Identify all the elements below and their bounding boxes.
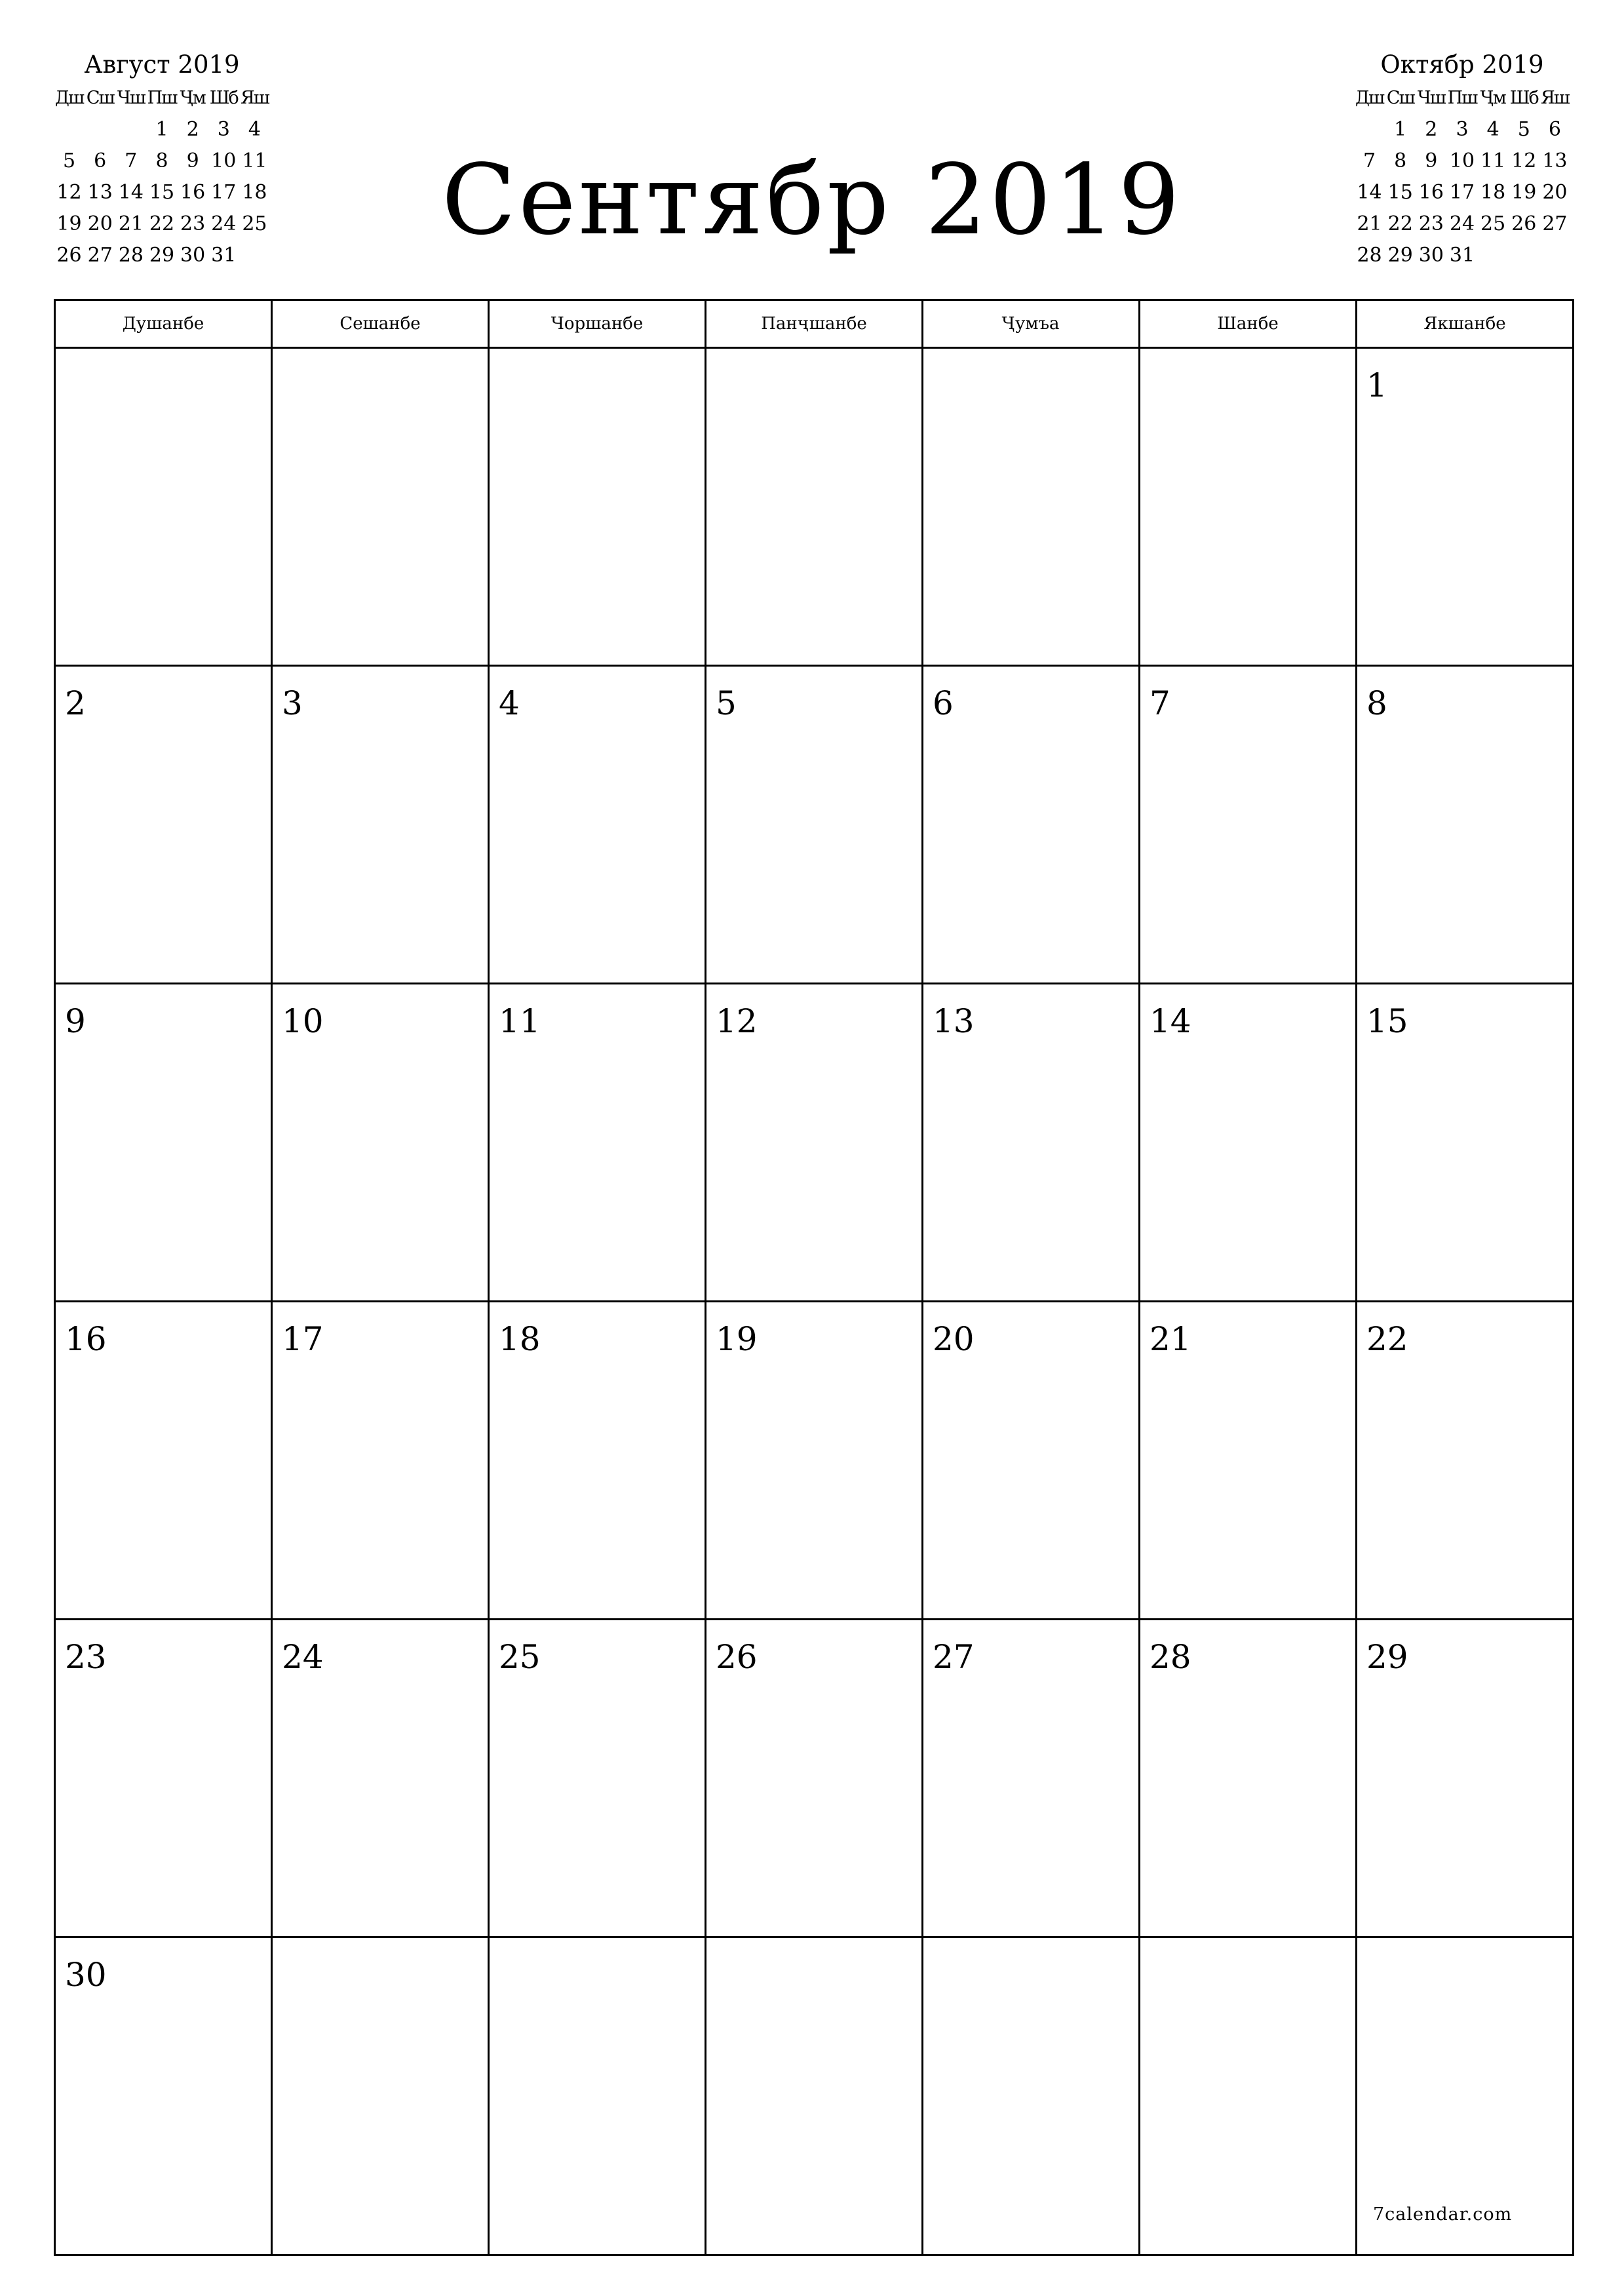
week-row (55, 666, 1574, 984)
day-cell (923, 984, 1140, 1302)
mini-day: 29 (149, 244, 175, 267)
mini-calendar-title: Август 2019 (84, 50, 240, 79)
mini-weekday: Яш (1540, 88, 1569, 108)
mini-weekday: Чш (1417, 88, 1445, 108)
mini-day: 9 (1425, 149, 1438, 172)
day-cell (55, 1620, 272, 1937)
day-number: 25 (499, 1638, 541, 1676)
mini-day (1509, 240, 1539, 271)
mini-day: 10 (1449, 149, 1475, 172)
mini-day: 14 (1357, 181, 1382, 204)
week-row (55, 1937, 1574, 2255)
day-number: 2 (65, 684, 86, 722)
day-number: 18 (499, 1320, 541, 1358)
day-cell (1140, 348, 1357, 666)
weekday-header-row (55, 300, 1574, 348)
mini-weekday: Ҷм (1480, 88, 1505, 108)
weekday-header: Якшанбе (1357, 300, 1574, 348)
mini-day: 9 (186, 149, 199, 172)
day-cell (55, 1937, 272, 2255)
mini-day: 22 (1387, 212, 1413, 235)
day-cell (923, 1937, 1140, 2255)
mini-calendar-week (54, 177, 270, 208)
mini-calendar-week (1354, 177, 1570, 208)
mini-day: 31 (1449, 244, 1475, 267)
month-grid (54, 299, 1574, 2256)
mini-calendar-week (54, 240, 270, 271)
weekday-header: Душанбе (55, 300, 272, 348)
mini-day: 13 (1542, 149, 1568, 172)
mini-weekday: Яш (240, 88, 269, 108)
mini-day: 27 (87, 244, 113, 267)
day-cell (923, 666, 1140, 984)
day-cell (1357, 666, 1574, 984)
day-number: 6 (933, 684, 954, 722)
mini-day: 25 (1480, 212, 1506, 235)
day-number: 1 (1366, 366, 1387, 404)
mini-day (115, 114, 146, 146)
mini-day: 18 (1480, 181, 1506, 204)
day-number: 12 (716, 1002, 758, 1040)
mini-day: 12 (1511, 149, 1537, 172)
mini-day: 26 (1511, 212, 1537, 235)
mini-calendar-weekdays (1354, 83, 1570, 114)
mini-day: 25 (242, 212, 267, 235)
mini-day: 11 (1480, 149, 1506, 172)
mini-day: 24 (211, 212, 237, 235)
weekday-header: Ҷумъа (923, 300, 1140, 348)
week-row (55, 984, 1574, 1302)
mini-weekday: Чш (117, 88, 145, 108)
mini-day: 4 (1486, 118, 1499, 141)
mini-day: 10 (211, 149, 237, 172)
day-number: 13 (933, 1002, 975, 1040)
mini-calendar-week (1354, 208, 1570, 240)
day-cell (1140, 1937, 1357, 2255)
mini-weekday: Дш (1355, 88, 1384, 108)
mini-day: 19 (56, 212, 82, 235)
day-number: 29 (1366, 1638, 1408, 1676)
mini-calendar-week (1354, 146, 1570, 177)
day-number: 9 (65, 1002, 86, 1040)
mini-day: 22 (149, 212, 175, 235)
weekday-header: Чоршанбе (489, 300, 706, 348)
mini-day: 6 (1548, 118, 1561, 141)
mini-day: 24 (1449, 212, 1475, 235)
day-number: 4 (499, 684, 520, 722)
mini-weekday: Пш (147, 88, 177, 108)
mini-weekday: Сш (86, 88, 114, 108)
mini-day: 16 (180, 181, 206, 204)
page-title: Сентябр 2019 (441, 144, 1183, 256)
day-cell (489, 348, 706, 666)
mini-day: 23 (1418, 212, 1444, 235)
day-number: 10 (282, 1002, 324, 1040)
mini-day: 17 (211, 181, 237, 204)
mini-day: 3 (1456, 118, 1469, 141)
mini-day (1539, 240, 1570, 271)
mini-day: 29 (1387, 244, 1413, 267)
mini-weekday: Сш (1386, 88, 1414, 108)
day-cell (1140, 1302, 1357, 1620)
weekday-header: Панҷшанбе (706, 300, 923, 348)
mini-day: 21 (1357, 212, 1382, 235)
mini-calendar-prev-month (54, 47, 270, 271)
mini-day: 28 (1357, 244, 1382, 267)
mini-weekday: Дш (55, 88, 84, 108)
day-number: 27 (933, 1638, 975, 1676)
day-cell (706, 984, 923, 1302)
mini-day: 30 (1418, 244, 1444, 267)
day-number: 26 (716, 1638, 758, 1676)
mini-day: 8 (155, 149, 168, 172)
mini-day: 5 (63, 149, 76, 172)
mini-day: 26 (56, 244, 82, 267)
mini-calendar-week (1354, 114, 1570, 146)
day-cell (55, 984, 272, 1302)
day-cell (55, 1302, 272, 1620)
mini-day: 14 (118, 181, 144, 204)
day-cell (1357, 348, 1574, 666)
mini-day (54, 114, 85, 146)
day-cell (489, 666, 706, 984)
day-number: 5 (716, 684, 737, 722)
mini-day: 6 (94, 149, 107, 172)
mini-calendar-week (54, 208, 270, 240)
day-cell (489, 1302, 706, 1620)
mini-calendar-weekdays (54, 83, 270, 114)
mini-day: 8 (1394, 149, 1407, 172)
mini-day: 27 (1542, 212, 1568, 235)
day-cell (923, 348, 1140, 666)
mini-day: 1 (155, 118, 168, 141)
mini-day: 20 (87, 212, 113, 235)
day-cell (706, 1302, 923, 1620)
day-cell (923, 1620, 1140, 1937)
day-cell (1140, 666, 1357, 984)
mini-calendar-week (1354, 240, 1570, 271)
day-cell (1140, 984, 1357, 1302)
day-number: 14 (1150, 1002, 1191, 1040)
mini-day: 17 (1449, 181, 1475, 204)
mini-day (1354, 114, 1385, 146)
day-cell (489, 1620, 706, 1937)
mini-day: 15 (1387, 181, 1413, 204)
day-number: 23 (65, 1638, 107, 1676)
day-cell (1357, 1302, 1574, 1620)
mini-day: 15 (149, 181, 175, 204)
week-row (55, 1302, 1574, 1620)
mini-weekday: Пш (1447, 88, 1477, 108)
mini-day (239, 240, 270, 271)
week-row (55, 348, 1574, 666)
mini-day: 30 (180, 244, 206, 267)
mini-day: 19 (1511, 181, 1537, 204)
mini-day (1478, 240, 1509, 271)
mini-day: 16 (1418, 181, 1444, 204)
day-cell (706, 1937, 923, 2255)
day-cell (1140, 1620, 1357, 1937)
mini-day: 11 (242, 149, 267, 172)
day-cell (706, 1620, 923, 1937)
day-cell (923, 1302, 1140, 1620)
day-cell (706, 666, 923, 984)
mini-day: 4 (248, 118, 261, 141)
mini-day: 3 (217, 118, 230, 141)
mini-day: 23 (180, 212, 206, 235)
site-watermark: 7calendar.com (1373, 2204, 1513, 2225)
day-cell (272, 984, 489, 1302)
day-cell (1357, 984, 1574, 1302)
mini-weekday: Шб (209, 88, 238, 108)
day-number: 8 (1366, 684, 1387, 722)
mini-day: 7 (125, 149, 138, 172)
day-number: 17 (282, 1320, 324, 1358)
day-number: 22 (1366, 1320, 1408, 1358)
day-cell (272, 348, 489, 666)
weekday-header: Сешанбе (272, 300, 489, 348)
mini-calendar-next-month (1354, 47, 1570, 271)
day-number: 19 (716, 1320, 758, 1358)
day-number: 7 (1150, 684, 1170, 722)
mini-calendar-week (54, 114, 270, 146)
day-cell (1357, 1620, 1574, 1937)
day-cell (272, 1302, 489, 1620)
day-cell (489, 1937, 706, 2255)
mini-day: 31 (211, 244, 237, 267)
mini-day: 1 (1394, 118, 1407, 141)
mini-day: 12 (56, 181, 82, 204)
day-number: 21 (1150, 1320, 1191, 1358)
mini-day: 21 (118, 212, 144, 235)
mini-day: 2 (186, 118, 199, 141)
day-cell (706, 348, 923, 666)
day-cell (489, 984, 706, 1302)
day-cell (55, 348, 272, 666)
day-number: 16 (65, 1320, 107, 1358)
day-number: 11 (499, 1002, 541, 1040)
mini-day: 13 (87, 181, 113, 204)
mini-day: 7 (1363, 149, 1376, 172)
day-number: 24 (282, 1638, 324, 1676)
day-cell (272, 1937, 489, 2255)
mini-weekday: Шб (1509, 88, 1538, 108)
day-cell (272, 1620, 489, 1937)
day-number: 28 (1150, 1638, 1191, 1676)
mini-day: 18 (242, 181, 267, 204)
mini-calendar-week (54, 146, 270, 177)
mini-day: 20 (1542, 181, 1568, 204)
day-number: 3 (282, 684, 303, 722)
mini-weekday: Ҷм (180, 88, 205, 108)
week-row (55, 1620, 1574, 1937)
day-cell (272, 666, 489, 984)
weekday-header: Шанбе (1140, 300, 1357, 348)
day-cell (55, 666, 272, 984)
mini-day: 5 (1517, 118, 1530, 141)
day-number: 15 (1366, 1002, 1408, 1040)
mini-day (85, 114, 115, 146)
day-number: 20 (933, 1320, 975, 1358)
mini-day: 2 (1425, 118, 1438, 141)
day-number: 30 (65, 1956, 107, 1994)
mini-day: 28 (118, 244, 144, 267)
mini-calendar-title: Октябр 2019 (1380, 50, 1544, 79)
